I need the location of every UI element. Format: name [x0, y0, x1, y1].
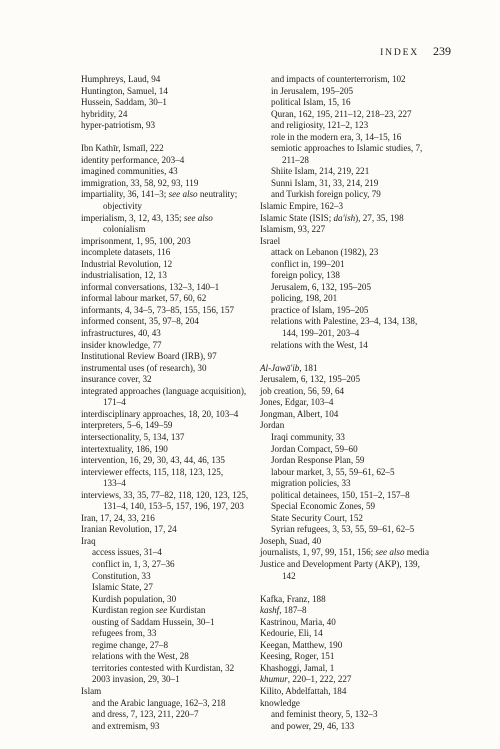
index-entry: instrumental uses (of research), 30	[81, 362, 207, 373]
index-entry: interviews, 33, 35, 77–82, 118, 120, 123, 125,	[81, 489, 249, 500]
index-entry: informal labour market, 57, 60, 62	[81, 293, 207, 304]
index-entry: journalists, 1, 97, 99, 151, 156; see also media	[260, 547, 429, 558]
index-entry: khumur, 220–1, 222, 227	[260, 674, 352, 685]
index-subentry: conflict in, 199–201	[271, 258, 345, 269]
index-subentry: Jordan Response Plan, 59	[271, 455, 365, 466]
index-entry-continuation: 131–4, 140, 153–5, 157, 196, 197, 203	[103, 501, 244, 512]
index-entry: infrastructures, 40, 43	[81, 328, 161, 339]
index-subentry: and the Arabic language, 162–3, 218	[92, 697, 226, 708]
index-column-left	[81, 74, 253, 732]
index-subentry: Shiite Islam, 214, 219, 221	[271, 166, 370, 177]
index-entry: Israel	[260, 235, 281, 246]
index-entry: intersectionality, 5, 134, 137	[81, 431, 185, 442]
index-entry-continuation: 142	[282, 570, 296, 581]
running-header	[380, 44, 451, 59]
index-entry: Hussein, Saddam, 30–1	[81, 97, 167, 108]
index-entry: Khashoggi, Jamal, 1	[260, 662, 335, 673]
index-subentry: Jerusalem, 6, 132, 195–205	[271, 281, 372, 292]
index-entry: Industrial Revolution, 12	[81, 258, 173, 269]
index-subentry: semiotic approaches to Islamic studies, 7,	[271, 143, 423, 154]
index-subentry: and feminist theory, 5, 132–3	[271, 709, 378, 720]
running-header-label: INDEX	[380, 47, 419, 58]
index-entry: Jerusalem, 6, 132, 195–205	[260, 374, 361, 385]
index-subentry: Kurdish population, 30	[92, 593, 177, 604]
index-subentry: political detainees, 150, 151–2, 157–8	[271, 489, 410, 500]
index-entry-continuation: 211–28	[282, 154, 309, 165]
index-subentry: and power, 29, 46, 133	[271, 720, 355, 731]
index-entry-continuation: colonialism	[103, 224, 146, 235]
index-subentry: foreign policy, 138	[271, 270, 340, 281]
index-entry: intertextuality, 186, 190	[81, 443, 168, 454]
index-subentry: and dress, 7, 123, 211, 220–7	[92, 709, 199, 720]
index-entry: interviewer effects, 115, 118, 123, 125,	[81, 466, 224, 477]
index-entry: Jones, Edgar, 103–4	[260, 397, 334, 408]
index-subentry: State Security Court, 152	[271, 512, 363, 523]
index-entry-continuation: 133–4	[103, 478, 126, 489]
index-column-right	[260, 74, 455, 732]
index-subentry: relations with the West, 14	[271, 339, 368, 350]
index-subentry: Quran, 162, 195, 211–12, 218–23, 227	[271, 108, 412, 119]
index-subentry: policing, 198, 201	[271, 293, 338, 304]
index-entry: informed consent, 35, 97–8, 204	[81, 316, 199, 327]
index-subentry: role in the modern era, 3, 14–15, 16	[271, 131, 402, 142]
index-entry: Islamic Empire, 162–3	[260, 201, 344, 212]
index-subentry: and religiosity, 121–2, 123	[271, 120, 369, 131]
index-entry: Jongman, Albert, 104	[260, 408, 339, 419]
index-entry: job creation, 56, 59, 64	[260, 385, 345, 396]
index-entry: Ibn Kathīr, Ismaīl, 222	[81, 143, 164, 154]
index-entry: Kafka, Franz, 188	[260, 593, 326, 604]
index-entry: Humphreys, Laud, 94	[81, 74, 161, 84]
index-entry: Keegan, Matthew, 190	[260, 639, 343, 650]
index-entry: Keesing, Roger, 151	[260, 651, 335, 662]
index-entry: identity performance, 203–4	[81, 154, 185, 165]
index-entry-continuation: 171–4	[103, 397, 126, 408]
index-entry: Iran, 17, 24, 33, 216	[81, 512, 155, 523]
index-subentry: Iraqi community, 33	[271, 431, 345, 442]
index-subentry: Sunni Islam, 31, 33, 214, 219	[271, 177, 379, 188]
index-entry: Kilito, Abdelfattah, 184	[260, 685, 347, 696]
index-entry: Kedourie, Eli, 14	[260, 628, 323, 639]
index-subentry: territories contested with Kurdistan, 32	[92, 662, 235, 673]
index-entry: Jordan	[260, 420, 285, 431]
index-subentry: attack on Lebanon (1982), 23	[271, 247, 379, 258]
index-entry: Kastrinou, Maria, 40	[260, 616, 336, 627]
index-subentry: Syrian refugees, 3, 53, 55, 59–61, 62–5	[271, 524, 415, 535]
index-entry: kashf, 187–8	[260, 605, 307, 616]
index-entry: Huntington, Samuel, 14	[81, 85, 168, 96]
index-entry: hyper-patriotism, 93	[81, 120, 156, 131]
index-entry: Justice and Development Party (AKP), 139,	[260, 558, 420, 569]
index-entry: imperialism, 3, 12, 43, 135; see also	[81, 212, 213, 223]
index-subentry: and extremism, 93	[92, 720, 160, 731]
index-subentry: in Jerusalem, 195–205	[271, 85, 354, 96]
index-entry: Joseph, Suad, 40	[260, 535, 322, 546]
index-entry: Islamic State (ISIS; da'ish), 27, 35, 198	[260, 212, 404, 223]
index-subentry: regime change, 27–8	[92, 639, 169, 650]
index-subentry: Jordan Compact, 59–60	[271, 443, 358, 454]
index-entry: integrated approaches (language acquisition),	[81, 385, 247, 396]
index-entry: knowledge	[260, 697, 300, 708]
index-entry: immigration, 33, 58, 92, 93, 119	[81, 177, 199, 188]
index-subentry: refugees from, 33	[92, 628, 157, 639]
index-subentry: and Turkish foreign policy, 79	[271, 189, 381, 200]
index-subentry: labour market, 3, 55, 59–61, 62–5	[271, 466, 395, 477]
index-section-gap	[260, 582, 455, 594]
index-entry: hybridity, 24	[81, 108, 128, 119]
index-subentry: Kurdistan region see Kurdistan	[92, 605, 206, 616]
index-entry: Iraq	[81, 535, 96, 546]
index-entry: informal conversations, 132–3, 140–1	[81, 281, 220, 292]
index-entry: insider knowledge, 77	[81, 339, 162, 350]
index-entry: incomplete datasets, 116	[81, 247, 171, 258]
index-entry: interdisciplinary approaches, 18, 20, 103–4	[81, 408, 239, 419]
index-subentry: ousting of Saddam Hussein, 30–1	[92, 616, 215, 627]
index-entry: Islam	[81, 685, 102, 696]
index-subentry: Special Economic Zones, 59	[271, 501, 376, 512]
index-entry: insurance cover, 32	[81, 374, 152, 385]
index-subentry: practice of Islam, 195–205	[271, 304, 369, 315]
index-entry: impartiality, 36, 141–3; see also neutrality;	[81, 189, 238, 200]
index-entry: interpreters, 5–6, 149–59	[81, 420, 173, 431]
index-entry: Islamism, 93, 227	[260, 224, 326, 235]
index-entry: industrialisation, 12, 13	[81, 270, 167, 281]
index-subentry: relations with the West, 28	[92, 651, 189, 662]
index-entry-continuation: 144, 199–201, 203–4	[282, 328, 360, 339]
index-entry: informants, 4, 34–5, 73–85, 155, 156, 157	[81, 304, 235, 315]
index-subentry: and impacts of counterterrorism, 102	[271, 74, 406, 84]
index-entry: imagined communities, 43	[81, 166, 178, 177]
index-section-gap	[260, 351, 455, 363]
index-subentry: 2003 invasion, 29, 30–1	[92, 674, 180, 685]
index-subentry: migration policies, 33	[271, 478, 351, 489]
index-subentry: access issues, 31–4	[92, 547, 162, 558]
index-subentry: political Islam, 15, 16	[271, 97, 351, 108]
index-entry: imprisonment, 1, 95, 100, 203	[81, 235, 191, 246]
index-entry: Iranian Revolution, 17, 24	[81, 524, 177, 535]
index-subentry: Islamic State, 27	[92, 582, 153, 593]
index-entry-continuation: objectivity	[103, 201, 142, 212]
index-subentry: relations with Palestine, 23–4, 134, 138,	[271, 316, 418, 327]
index-entry: intervention, 16, 29, 30, 43, 44, 46, 135	[81, 455, 225, 466]
index-subentry: Constitution, 33	[92, 570, 151, 581]
index-entry: Al-Jawā'ib, 181	[260, 362, 318, 373]
page-number: 239	[433, 44, 451, 58]
index-subentry: conflict in, 1, 3, 27–36	[92, 558, 175, 569]
index-entry: Institutional Review Board (IRB), 97	[81, 351, 217, 362]
index-section-gap	[81, 132, 253, 144]
